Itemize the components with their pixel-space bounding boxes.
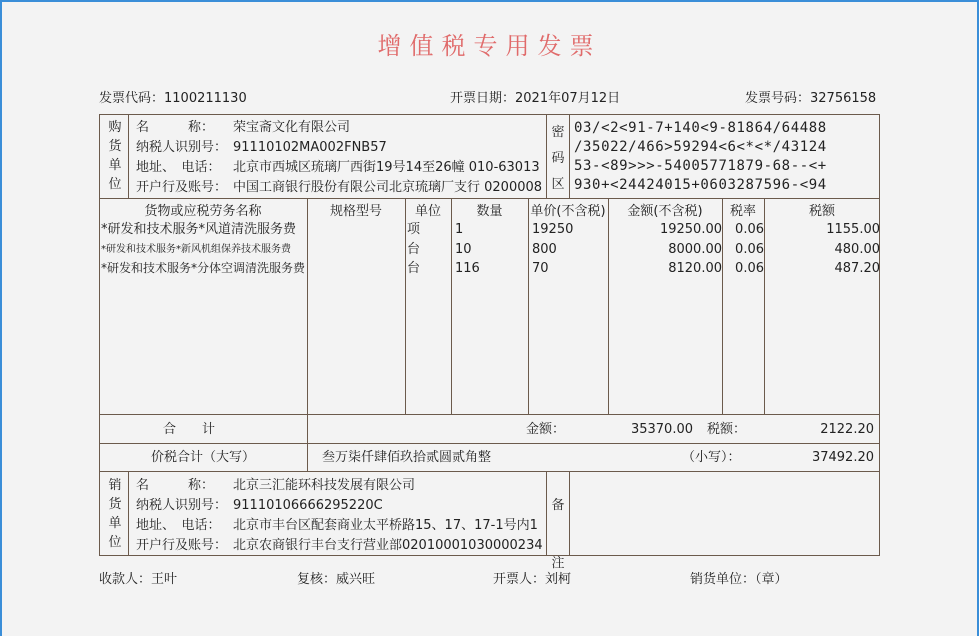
seller-bank: 北京农商银行丰台支行营业部02010001030000234	[233, 538, 543, 553]
footer-issuer: 开票人：刘柯	[493, 572, 572, 587]
item-unit: 台	[407, 242, 421, 257]
buyer-name-label: 名 称：	[136, 120, 215, 135]
buyer-bank: 中国工商银行股份有限公司北京琉璃厂支行 0200008	[233, 180, 543, 195]
seller-name: 北京三汇能环科技发展有限公司	[233, 478, 416, 493]
totals-tax-label: 税额：	[707, 422, 747, 437]
grand-total-small-label: （小写）：	[682, 450, 741, 465]
grand-total-uppercase: 叁万柒仟肆佰玖拾贰圆贰角整	[322, 450, 492, 465]
item-price: 70	[532, 261, 549, 276]
buyer-name: 荣宝斋文化有限公司	[233, 120, 351, 135]
item-qty: 116	[455, 261, 480, 276]
grand-total-small: 37492.20	[811, 450, 874, 465]
invoice-code: 发票代码：1100211130	[99, 91, 247, 106]
item-price: 800	[532, 242, 557, 257]
buyer-tax-id: 91110102MA002FNB57	[233, 140, 387, 155]
cipher-line: /35022/466>59294<6<*<*/43124	[574, 139, 827, 155]
seller-address: 北京市丰台区配套商业太平桥路15、17、17-1号内1	[233, 518, 538, 533]
item-rate: 0.06	[735, 242, 764, 257]
item-name: *研发和技术服务*分体空调清洗服务费	[101, 261, 306, 275]
totals-amount-label: 金额：	[526, 422, 566, 437]
item-name: *研发和技术服务*风道清洗服务费	[101, 222, 297, 237]
seller-bank-label: 开户行及账号：	[136, 538, 228, 553]
item-unit: 台	[407, 261, 421, 276]
item-tax: 1155.00	[826, 222, 880, 237]
header-unit: 单位	[414, 204, 441, 219]
item-tax: 480.00	[834, 242, 880, 257]
item-rate: 0.06	[735, 261, 764, 276]
buyer-address-label: 地址、 电话：	[136, 160, 221, 175]
item-qty: 1	[455, 222, 464, 237]
cipher-side-label: 密 码 区	[551, 125, 565, 192]
totals-tax: 2122.20	[820, 422, 874, 437]
item-name: *研发和技术服务*新风机组保养技术服务费	[101, 244, 291, 255]
seller-address-label: 地址、 电话：	[136, 518, 221, 533]
item-amount: 8000.00	[668, 242, 722, 257]
header-goods-name: 货物或应税劳务名称	[144, 204, 262, 219]
remarks-side-label: 备 注	[551, 498, 565, 571]
item-qty: 10	[455, 242, 472, 257]
totals-label: 合 计	[162, 422, 215, 437]
header-amount: 金额(不含税)	[627, 204, 703, 219]
item-amount: 19250.00	[659, 222, 722, 237]
item-amount: 8120.00	[668, 261, 722, 276]
buyer-side-label: 购 货 单 位	[108, 120, 122, 192]
seller-side-label: 销 货 单 位	[108, 478, 122, 550]
header-unit-price: 单价(不含税)	[530, 204, 606, 219]
seller-name-label: 名 称：	[136, 478, 215, 493]
footer-payee: 收款人：王叶	[99, 572, 178, 587]
invoice-date: 开票日期：2021年07月12日	[450, 91, 621, 106]
header-tax: 税额	[808, 204, 835, 219]
item-rate: 0.06	[735, 222, 764, 237]
invoice-title: 增值税专用发票	[377, 32, 602, 60]
totals-amount: 35370.00	[630, 422, 693, 437]
header-tax-rate: 税率	[729, 204, 756, 219]
item-tax: 487.20	[834, 261, 880, 276]
header-quantity: 数量	[476, 204, 503, 219]
item-unit: 项	[407, 222, 421, 237]
cipher-line: 03/<2<91-7+140<9-81864/64488	[574, 120, 827, 136]
item-price: 19250	[532, 222, 574, 237]
grand-total-label: 价税合计（大写）	[150, 450, 255, 465]
seller-tax-id-label: 纳税人识别号：	[136, 498, 228, 513]
invoice-number: 发票号码：32756158	[745, 91, 877, 106]
header-spec: 规格型号	[329, 204, 382, 219]
footer-seller-seal: 销货单位：（章）	[690, 572, 788, 587]
buyer-bank-label: 开户行及账号：	[136, 180, 228, 195]
footer-reviewer: 复核：威兴旺	[297, 572, 376, 587]
buyer-tax-id-label: 纳税人识别号：	[136, 140, 228, 155]
cipher-line: 930+<24424015+0603287596-<94	[574, 177, 827, 193]
buyer-address: 北京市西城区琉璃厂西街19号14至26幢 010-63013	[233, 160, 540, 175]
seller-tax-id: 91110106666295220C	[233, 498, 383, 513]
cipher-line: 53-<89>>>-54005771879-68--<+	[574, 158, 827, 174]
